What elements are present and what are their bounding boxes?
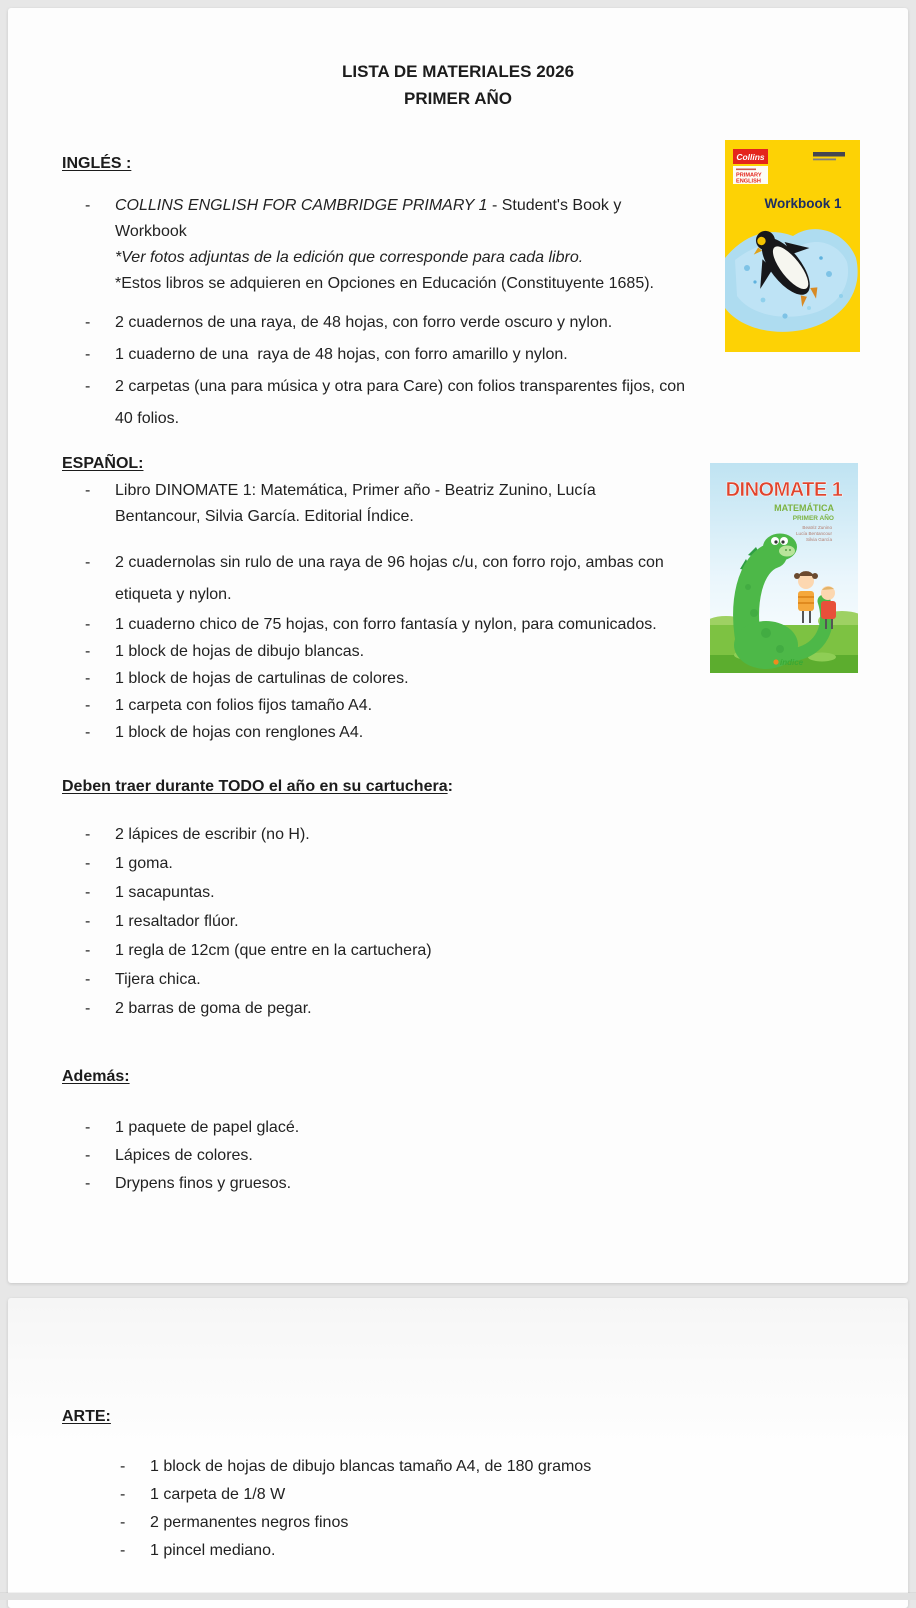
list-item (77, 850, 737, 877)
list-item (77, 193, 737, 297)
indice-logo-text: índice (780, 658, 804, 667)
cartuchera-list (77, 821, 737, 1022)
list-item (77, 665, 737, 692)
bullet-dash: - (120, 1486, 126, 1503)
book-title-line (115, 193, 737, 219)
dinomate-author2-text: Lucía Bentancour (795, 531, 832, 536)
list-item (77, 611, 737, 638)
dinomate-subtitle1-text: MATEMÁTICA (774, 503, 834, 513)
section-heading-ingles: INGLÉS : (62, 155, 132, 172)
bullet-dash: - (85, 855, 91, 872)
item-text: 1 carpeta de 1/8 W (150, 1486, 286, 1503)
book-title-rest: - Student's Book y (487, 197, 622, 214)
bullet-dash: - (85, 1000, 91, 1017)
item-text: 1 carpeta con folios fijos tamaño A4. (115, 697, 373, 714)
document-page-1 (8, 8, 908, 1283)
cartuchera-heading-text: Deben traer durante TODO el año en su cartuchera (62, 778, 448, 795)
bullet-dash: - (85, 554, 91, 571)
section-heading-ademas: Además: (62, 1068, 130, 1085)
bullet-dash: - (85, 378, 91, 395)
item-text: 1 paquete de papel glacé. (115, 1119, 300, 1136)
bullet-dash: - (120, 1458, 126, 1475)
item-text: 1 cuaderno de una raya de 48 hojas, con forro amarillo y nylon. (115, 346, 568, 363)
item-text: 1 cuaderno chico de 75 hojas, con forro fantasía y nylon, para comunicados. (115, 616, 657, 633)
bullet-dash: - (85, 616, 91, 633)
section-heading-espanol: ESPAÑOL: (62, 455, 144, 472)
workbook-title-text: Workbook 1 (764, 196, 842, 211)
espanol-list (77, 478, 737, 746)
bullet-dash: - (85, 1147, 91, 1164)
bullet-dash: - (85, 913, 91, 930)
item-text-line2: etiqueta y nylon. (115, 586, 232, 603)
bullet-dash: - (85, 314, 91, 331)
item-text: 1 block de hojas de dibujo blancas tamaño A4, de 180 gramos (150, 1458, 592, 1475)
list-item (77, 638, 737, 665)
list-item (77, 879, 737, 906)
list-item (77, 995, 737, 1022)
item-text-line2: Bentancour, Silvia García. Editorial Índice. (115, 508, 414, 525)
series-text-line1: PRIMARY (736, 172, 762, 179)
list-item (77, 821, 737, 848)
bullet-dash: - (85, 1119, 91, 1136)
list-item (77, 1142, 737, 1169)
bullet-dash: - (120, 1514, 126, 1531)
document-title-line1: LISTA DE MATERIALES 2026 (341, 62, 575, 81)
list-item (77, 309, 737, 336)
item-text: Lápices de colores. (115, 1147, 253, 1164)
ademas-list (77, 1114, 737, 1197)
book-note-1: *Ver fotos adjuntas de la edición que corresponde para cada libro. (115, 249, 584, 266)
collins-cover-svg (725, 140, 860, 352)
item-text: Drypens finos y gruesos. (115, 1175, 292, 1192)
bullet-dash: - (85, 346, 91, 363)
list-item (77, 692, 737, 719)
document-title (8, 58, 908, 112)
cartuchera-heading-colon: : (447, 778, 453, 795)
list-item (112, 1537, 752, 1564)
dinomate-author3-text: Silvia García (805, 537, 832, 542)
item-text: 2 cuadernolas sin rulo de una raya de 96 hojas c/u, con forro rojo, ambas con (115, 554, 664, 571)
collins-logo-text: Collins (736, 152, 765, 162)
item-text: 1 sacapuntas. (115, 884, 215, 901)
document-title-line2: PRIMER AÑO (404, 89, 512, 108)
item-text: 1 block de hojas de cartulinas de colores. (115, 670, 409, 687)
item-text: 2 lápices de escribir (no H). (115, 826, 310, 843)
dinomate-subtitle2-text: PRIMER AÑO (792, 515, 834, 522)
bullet-dash: - (85, 697, 91, 714)
ingles-list (77, 193, 737, 435)
bullet-dash: - (85, 670, 91, 687)
dinomate-book-cover-image (710, 463, 858, 673)
item-text: 1 block de hojas con renglones A4. (115, 724, 364, 741)
item-text: 1 pincel mediano. (150, 1542, 276, 1559)
bullet-dash: - (85, 197, 91, 214)
bullet-dash: - (85, 724, 91, 741)
list-item (77, 937, 737, 964)
viewport-bottom-edge (0, 1593, 916, 1600)
item-text: Tijera chica. (115, 971, 201, 988)
list-item (77, 1114, 737, 1141)
item-text: Libro DINOMATE 1: Matemática, Primer año - Beatriz Zunino, Lucía (115, 482, 596, 499)
list-item (77, 341, 737, 368)
bullet-dash: - (85, 884, 91, 901)
item-text: 2 carpetas (una para música y otra para Care) con folios transparentes fijos, con (115, 378, 686, 395)
dinomate-cover-svg (710, 463, 858, 673)
list-item (112, 1509, 752, 1536)
bullet-dash: - (120, 1542, 126, 1559)
collins-workbook-cover-image (725, 140, 860, 352)
list-item (77, 1170, 737, 1197)
book-title-line2: Workbook (115, 223, 187, 240)
item-text: 2 cuadernos de una raya, de 48 hojas, con forro verde oscuro y nylon. (115, 314, 613, 331)
book-title-italic: COLLINS ENGLISH FOR CAMBRIDGE PRIMARY 1 (115, 197, 488, 214)
section-heading-arte: ARTE: (62, 1408, 111, 1425)
list-item (77, 966, 737, 993)
document-page-2 (8, 1298, 908, 1608)
item-text: 2 permanentes negros finos (150, 1514, 349, 1531)
list-item (112, 1453, 752, 1480)
collins-logo (733, 149, 768, 185)
item-text: 1 regla de 12cm (que entre en la cartuchera) (115, 942, 432, 959)
list-item (112, 1481, 752, 1508)
dinomate-author1-text: Beatriz Zunino (802, 525, 832, 530)
bullet-dash: - (85, 826, 91, 843)
bullet-dash: - (85, 482, 91, 499)
bullet-dash: - (85, 643, 91, 660)
section-heading-cartuchera (62, 778, 453, 796)
item-text: 1 resaltador flúor. (115, 913, 239, 930)
list-item (77, 908, 737, 935)
list-item (77, 371, 737, 435)
bullet-dash: - (85, 942, 91, 959)
bullet-dash: - (85, 1175, 91, 1192)
series-text-line2: ENGLISH (736, 178, 761, 185)
item-text: 1 goma. (115, 855, 173, 872)
list-item (77, 719, 737, 746)
list-item (77, 547, 737, 611)
book-note-2: *Estos libros se adquieren en Opciones en Educación (Constituyente 1685). (115, 275, 654, 292)
arte-list (112, 1453, 752, 1564)
dinomate-title-text: DINOMATE 1 (725, 479, 843, 501)
item-text: 1 block de hojas de dibujo blancas. (115, 643, 365, 660)
bullet-dash: - (85, 971, 91, 988)
item-text: 2 barras de goma de pegar. (115, 1000, 312, 1017)
list-item (77, 478, 737, 530)
item-text-line2: 40 folios. (115, 410, 180, 427)
